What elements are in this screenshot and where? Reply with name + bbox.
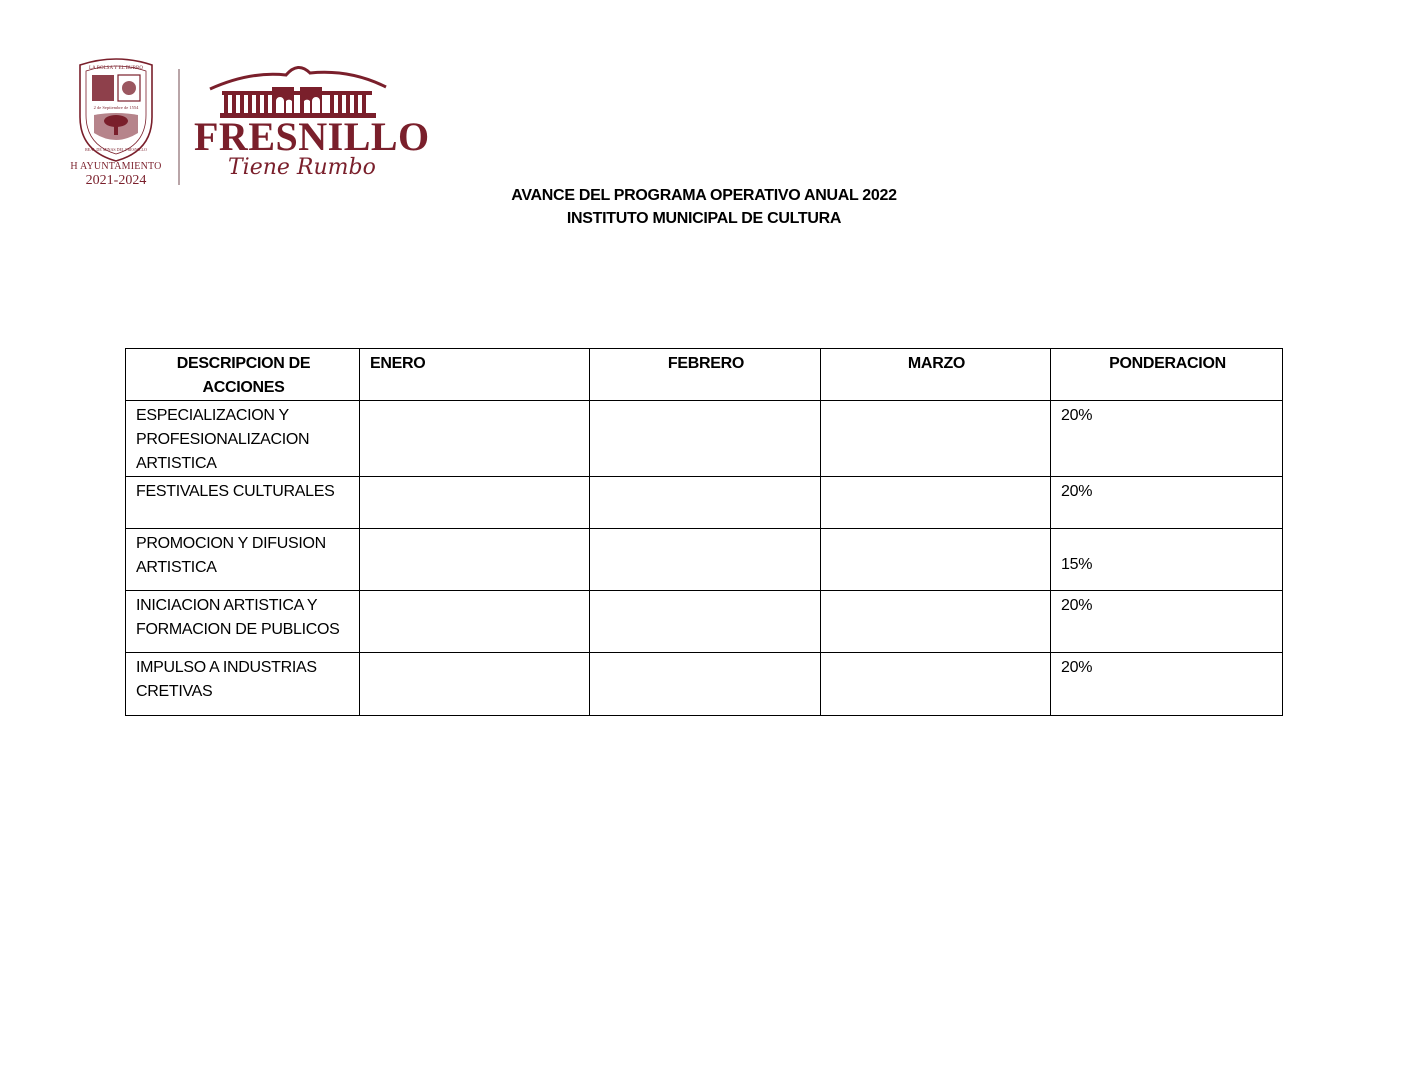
letterhead <box>70 55 430 190</box>
table-row <box>126 529 1283 591</box>
cell-descripcion: ESPECIALIZACION Y PROFESIONALIZACION ARTISTICA <box>126 401 360 477</box>
cell-descripcion: PROMOCION Y DIFUSION ARTISTICA <box>126 529 360 591</box>
cell-marzo <box>821 401 1051 477</box>
header-marzo: MARZO <box>821 349 1051 401</box>
cell-enero <box>360 401 590 477</box>
cell-enero <box>360 653 590 716</box>
cell-descripcion: FESTIVALES CULTURALES <box>126 477 360 529</box>
cell-enero <box>360 591 590 653</box>
cell-febrero <box>590 477 821 529</box>
header-descripcion: DESCRIPCION DE ACCIONES <box>126 349 360 401</box>
cell-ponderacion: 20% <box>1051 477 1283 529</box>
table-row <box>126 401 1283 477</box>
table-row <box>126 477 1283 529</box>
seal-lower-ring-text: REAL DE MINAS DEL FRESNILLO <box>85 147 147 152</box>
header-febrero: FEBRERO <box>590 349 821 401</box>
ayuntamiento-label: H AYUNTAMIENTO <box>70 161 162 172</box>
seal-date-text: 2 de Septiembre de 1554 <box>93 105 139 110</box>
cell-febrero <box>590 653 821 716</box>
cell-ponderacion: 15% <box>1051 529 1283 591</box>
cell-ponderacion: 20% <box>1051 401 1283 477</box>
operations-table <box>125 348 1283 716</box>
title-line-1: AVANCE DEL PROGRAMA OPERATIVO ANUAL 2022 <box>511 187 897 204</box>
seal-ring-text: LA BOLSA Y EL BURRO <box>89 66 143 71</box>
title-line-2: INSTITUTO MUNICIPAL DE CULTURA <box>566 210 842 227</box>
administration-years: 2021-2024 <box>85 173 147 188</box>
cell-febrero <box>590 401 821 477</box>
cell-marzo <box>821 591 1051 653</box>
fresnillo-tagline: Tiene Rumbo <box>228 155 376 180</box>
fresnillo-wordmark: FRESNILLO <box>194 114 430 159</box>
cell-febrero <box>590 529 821 591</box>
header-enero: ENERO <box>360 349 590 401</box>
cell-febrero <box>590 591 821 653</box>
cell-marzo <box>821 529 1051 591</box>
header-ponderacion: PONDERACION <box>1051 349 1283 401</box>
cell-enero <box>360 477 590 529</box>
table-row <box>126 653 1283 716</box>
cell-descripcion: IMPULSO A INDUSTRIAS CRETIVAS <box>126 653 360 716</box>
table-row <box>126 591 1283 653</box>
logo-divider <box>178 69 180 185</box>
cell-ponderacion: 20% <box>1051 591 1283 653</box>
cell-enero <box>360 529 590 591</box>
cell-marzo <box>821 653 1051 716</box>
document-title <box>0 184 1408 230</box>
cell-descripcion: INICIACION ARTISTICA Y FORMACION DE PUBLICOS <box>126 591 360 653</box>
table-header-row <box>126 349 1283 401</box>
cell-ponderacion: 20% <box>1051 653 1283 716</box>
cell-marzo <box>821 477 1051 529</box>
